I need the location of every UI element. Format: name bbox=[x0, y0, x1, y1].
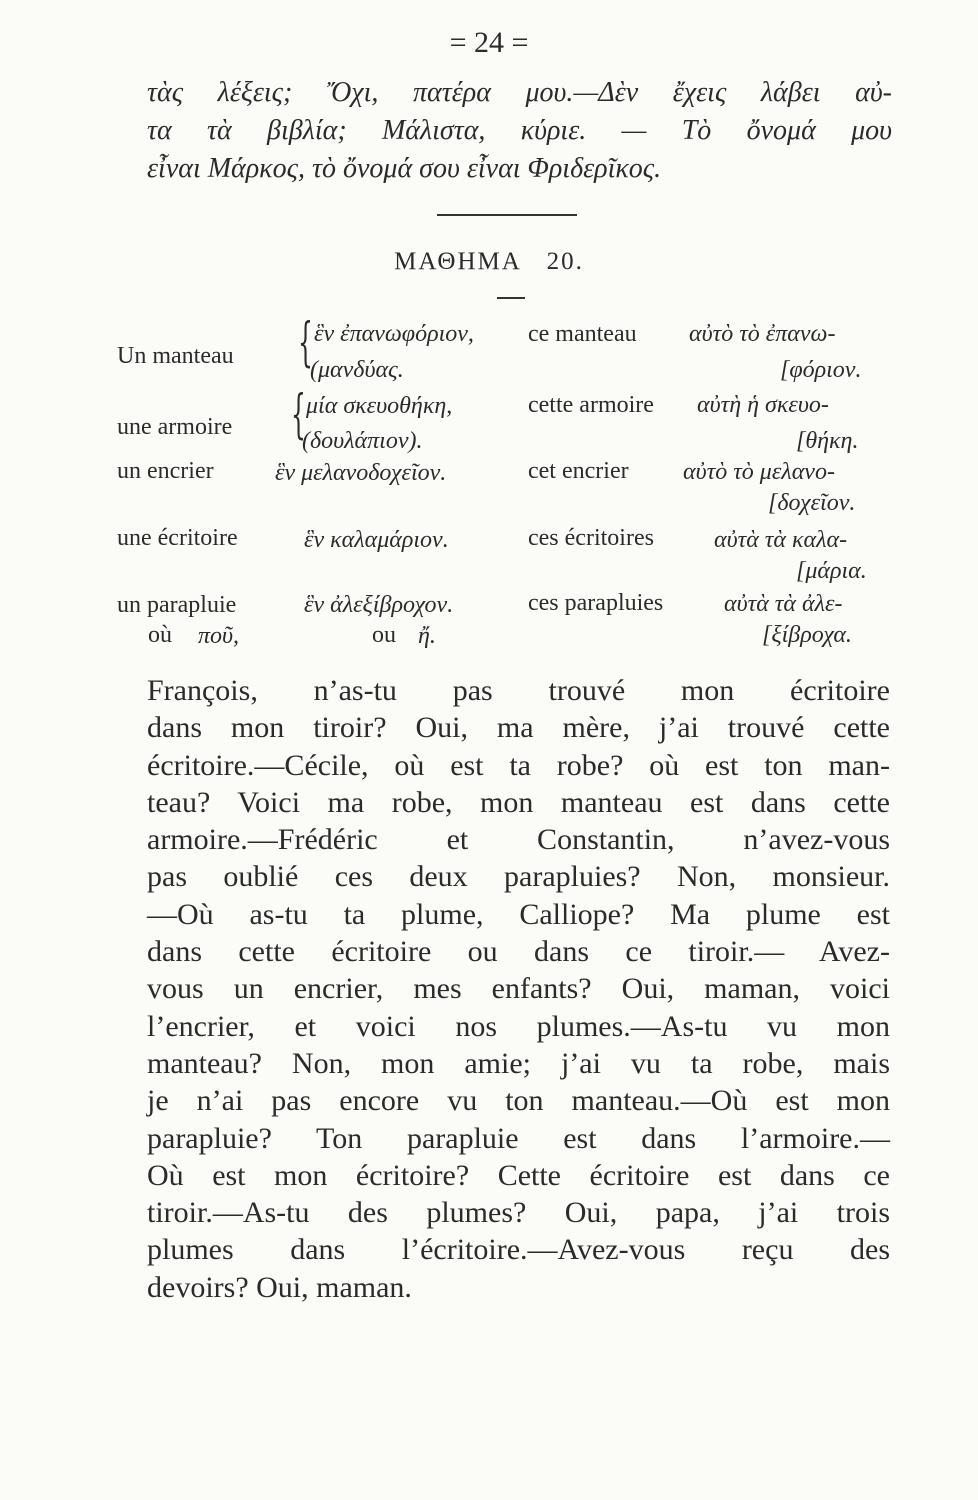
body-line: armoire.—Frédéric et Constantin, n’avez-vous bbox=[147, 823, 890, 857]
lesson-number: 20. bbox=[546, 248, 584, 275]
vocab-demo-gr: αὐτὸ τὸ μελανο- bbox=[683, 459, 835, 485]
body-line: l’encrier, et voici nos plumes.—As-tu vu mon bbox=[147, 1009, 890, 1043]
vocab-gr: ποῦ, bbox=[198, 623, 240, 649]
brace-symbol: { bbox=[291, 385, 306, 445]
vocab-cont: [δοχεῖον. bbox=[768, 490, 856, 516]
vocab-gr: ἓν μελανοδοχεῖον. bbox=[275, 460, 447, 486]
lesson-heading bbox=[0, 248, 978, 276]
vocab-gr: μία σκευοθήκη, bbox=[306, 393, 453, 419]
vocab-demo-gr: αὐτὰ τὰ καλα- bbox=[714, 527, 848, 553]
vocab-gr-alt: ἤ. bbox=[418, 623, 436, 649]
intro-line: τὰς λέξεις; Ὄχι, πατέρα μου.—Δὲν ἔχεις λάβει αὐ- bbox=[147, 77, 892, 108]
vocab-cont: [ξίβροχα. bbox=[762, 622, 852, 648]
heading-underline bbox=[497, 297, 525, 299]
vocab-cont: [θήκη. bbox=[796, 428, 859, 454]
body-line: tiroir.—As-tu des plumes? Oui, papa, j’ai trois bbox=[147, 1196, 890, 1230]
vocab-demo: cet encrier bbox=[528, 458, 629, 484]
body-line: dans mon tiroir? Oui, ma mère, j’ai trouvé cette bbox=[147, 711, 890, 745]
vocab-fr: un encrier bbox=[117, 458, 214, 484]
vocab-demo-gr: αὐτὸ τὸ ἐπανω- bbox=[689, 321, 836, 347]
body-line: écritoire.—Cécile, où est ta robe? où est ton man- bbox=[147, 748, 890, 782]
body-line: je n’ai pas encore vu ton manteau.—Où est mon bbox=[147, 1084, 890, 1118]
vocab-demo: ces parapluies bbox=[528, 590, 664, 616]
vocab-gr: ἓν καλαμάριον. bbox=[304, 527, 449, 553]
vocab-gr: ἓν ἐπανωφόριον, bbox=[314, 321, 474, 347]
vocab-fr: où bbox=[148, 622, 172, 648]
body-line: pas oublié ces deux parapluies? Non, monsieur. bbox=[147, 860, 890, 894]
vocab-fr: Un manteau bbox=[117, 343, 234, 369]
body-line: François, n’as-tu pas trouvé mon écritoire bbox=[147, 674, 890, 707]
body-line: devoirs? Oui, maman. bbox=[147, 1270, 412, 1304]
intro-paragraph bbox=[147, 74, 892, 188]
body-line: Où est mon écritoire? Cette écritoire est dans ce bbox=[147, 1158, 890, 1192]
body-line: —Où as-tu ta plume, Calliope? Ma plume est bbox=[147, 897, 890, 931]
body-line: plumes dans l’écritoire.—Avez-vous reçu des bbox=[147, 1233, 890, 1267]
body-line: vous un encrier, mes enfants? Oui, maman, voici bbox=[147, 972, 890, 1006]
vocab-fr: une écritoire bbox=[117, 525, 238, 551]
vocab-gr-alt: (δουλάπιον). bbox=[302, 428, 423, 454]
vocab-fr: un parapluie bbox=[117, 592, 237, 618]
body-paragraph bbox=[147, 672, 890, 1306]
vocab-demo: ce manteau bbox=[528, 321, 637, 347]
body-line: parapluie? Ton parapluie est dans l’armoire.— bbox=[147, 1121, 890, 1155]
vocab-gr-alt: (μανδύας. bbox=[310, 357, 404, 383]
vocab-fr-alt: ou bbox=[372, 622, 396, 648]
vocab-demo-gr: αὐτὰ τὰ ἀλε- bbox=[724, 591, 843, 617]
intro-line: εἶναι Μάρκος, τὸ ὄνομά σου εἶναι Φριδερῖκος. bbox=[147, 153, 662, 184]
vocab-demo: cette armoire bbox=[528, 392, 654, 418]
lesson-title: ΜΑΘΗΜΑ bbox=[394, 248, 522, 275]
vocab-cont: [μάρια. bbox=[796, 558, 867, 584]
vocab-gr: ἓν ἀλεξίβροχον. bbox=[304, 592, 454, 618]
brace-symbol: { bbox=[298, 313, 313, 373]
body-line: teau? Voici ma robe, mon manteau est dans cette bbox=[147, 785, 890, 819]
vocab-demo: ces écritoires bbox=[528, 525, 654, 551]
page-number: = 24 = bbox=[449, 26, 529, 59]
body-line: dans cette écritoire ou dans ce tiroir.— Avez- bbox=[147, 935, 890, 969]
vocab-fr: une armoire bbox=[117, 414, 233, 440]
section-divider bbox=[437, 214, 577, 216]
vocab-cont: [φόριον. bbox=[780, 357, 862, 383]
intro-line: τα τὰ βιβλία; Μάλιστα, κύριε. — Τὸ ὄνομά μου bbox=[147, 115, 892, 146]
body-line: manteau? Non, mon amie; j’ai vu ta robe, mais bbox=[147, 1046, 890, 1080]
vocab-demo-gr: αὐτὴ ἡ σκευο- bbox=[697, 392, 829, 418]
